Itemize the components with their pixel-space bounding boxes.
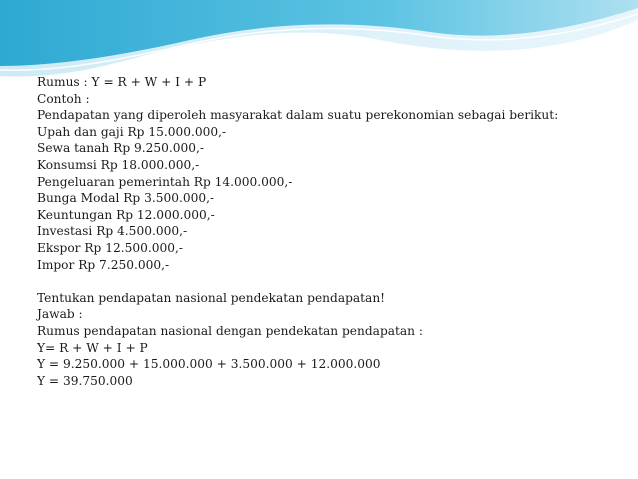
item-keuntungan: Keuntungan Rp 12.000.000,- bbox=[37, 207, 215, 222]
item-upah: Upah dan gaji Rp 15.000.000,- bbox=[37, 124, 227, 139]
answer-label: Jawab : bbox=[37, 307, 83, 322]
item-konsumsi: Konsumsi Rp 18.000.000,- bbox=[37, 157, 200, 172]
item-sewa: Sewa tanah Rp 9.250.000,- bbox=[37, 141, 205, 156]
item-impor: Impor Rp 7.250.000,- bbox=[37, 257, 170, 272]
header-wave-decoration bbox=[0, 0, 638, 80]
example-label: Contoh : bbox=[37, 91, 90, 106]
example-intro: Pendapatan yang diperoleh masyarakat dalam suatu perekonomian sebagai berikut: bbox=[37, 108, 559, 123]
item-bunga: Bunga Modal Rp 3.500.000,- bbox=[37, 191, 215, 206]
question-line: Tentukan pendapatan nasional pendekatan pendapatan! bbox=[37, 290, 386, 305]
item-investasi: Investasi Rp 4.500.000,- bbox=[37, 224, 188, 239]
blank-line bbox=[37, 273, 617, 290]
item-pengeluaran: Pengeluaran pemerintah Rp 14.000.000,- bbox=[37, 174, 293, 189]
answer-formula: Y= R + W + I + P bbox=[37, 340, 148, 355]
answer-substitution: Y = 9.250.000 + 15.000.000 + 3.500.000 + 12.000.000 bbox=[37, 357, 381, 372]
answer-result: Y = 39.750.000 bbox=[37, 373, 133, 388]
formula-line: Rumus : Y = R + W + I + P bbox=[37, 75, 207, 89]
slide-body-text bbox=[37, 74, 617, 389]
item-ekspor: Ekspor Rp 12.500.000,- bbox=[37, 240, 184, 255]
answer-formula-intro: Rumus pendapatan nasional dengan pendekatan pendapatan : bbox=[37, 323, 424, 338]
